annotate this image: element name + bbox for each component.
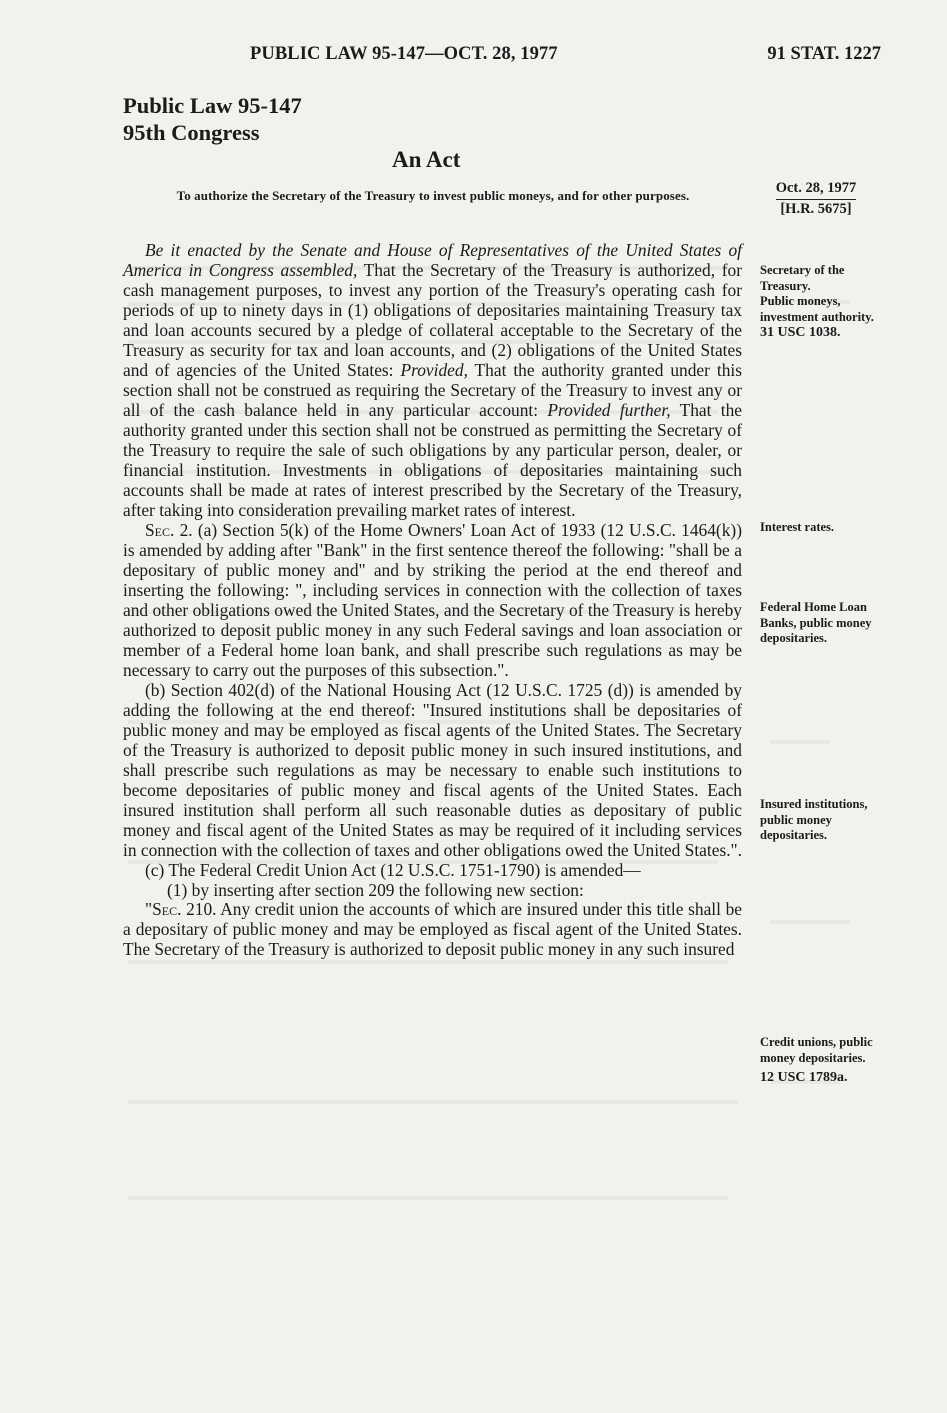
running-head-title: PUBLIC LAW 95-147—OCT. 28, 1977 bbox=[250, 44, 558, 64]
margin-note-home-loan-banks: Federal Home Loan Banks, public money depositaries. bbox=[760, 600, 872, 645]
section-2a bbox=[123, 520, 742, 680]
purpose-clause: To authorize the Secretary of the Treasury to invest public moneys, and for other purposes. bbox=[176, 188, 690, 203]
statute-page-number: 91 STAT. 1227 bbox=[767, 44, 881, 64]
body-text bbox=[123, 240, 742, 959]
proviso-italic: Provided further, bbox=[547, 399, 671, 420]
proviso-italic: Provided, bbox=[400, 359, 468, 380]
law-identification bbox=[123, 92, 302, 146]
congress-number: 95th Congress bbox=[123, 120, 260, 145]
running-head bbox=[0, 44, 947, 68]
public-law-number: Public Law 95-147 bbox=[123, 93, 302, 118]
margin-note-line: Credit unions, public money depositaries. bbox=[760, 1035, 873, 1065]
enactment-date: Oct. 28, 1977 bbox=[776, 180, 857, 200]
margin-note-interest-rates: Interest rates. bbox=[760, 520, 835, 534]
quote-mark: " bbox=[145, 899, 153, 920]
text-run: That the Secretary of the Treasury is authorized, for cash management purposes, to invest any portion of the Treasury's operating cash for periods of up to ninety days in (1) obligations of depositaries maintaining Treasury tax and loan accounts secured by a pledge of collateral acceptable to the Secretary of the Treasury as security for tax and loan accounts, and (2) obligations of the United States and of agencies of the United States: bbox=[123, 259, 743, 380]
section-label: Sec. 210. bbox=[152, 899, 217, 920]
enacting-paragraph bbox=[123, 240, 742, 520]
margin-note-citation: 31 USC 1038. bbox=[760, 325, 841, 340]
margin-note-credit-unions bbox=[760, 1035, 878, 1086]
margin-note-citation: 12 USC 1789a. bbox=[760, 1070, 848, 1085]
section-2b: (b) Section 402(d) of the National Housing Act (12 U.S.C. 1725 (d)) is amended by adding the following at the end thereof: "Insured institutions shall be depositaries of public money and may be employed as fiscal agents of the United States. The Secretary of the Treasury is authorized to deposit public money in such insured institutions, and shall prescribe such regulations as may be necessary to enable such institutions to become depositaries of public money and fiscal agents of the United States. Each insured institution shall perform all such reasonable duties as depositary of public money and fiscal agent of the United States as may be required of it including services in connection with the collection of taxes and other obligations owed the United States.". bbox=[123, 679, 743, 860]
section-2c-1: (1) by inserting after section 209 the following new section: bbox=[167, 879, 584, 900]
margin-note-insured-institutions: Insured institutions, public money depositaries. bbox=[760, 797, 868, 842]
margin-note-line: Public moneys, investment authority. bbox=[760, 294, 874, 324]
text-run: That the authority granted under this section shall not be construed as permitting the Secretary of the Treasury to require the sale of such obligations by any particular person, dealer, or financial institution. Investments in obligations of depositaries maintaining such accounts shall be made at rates of interest prescribed by the Secretary of the Treasury, after taking into consideration prevailing market rates of interest. bbox=[123, 399, 742, 520]
enactment-date-note bbox=[760, 180, 872, 218]
section-label: Sec. 2. bbox=[145, 519, 193, 540]
margin-note-treasury bbox=[760, 263, 878, 341]
text-run: (a) Section 5(k) of the Home Owners' Loan Act of 1933 (12 U.S.C. 1464(k)) is amended by adding after "Bank" in the first sentence thereof the following: "shall be a depositary of public money and" and by striking the period at the end thereof and inserting the following: ", including services in connection with the collection of taxes and other obligations owed the United States, and the Secretary of the Treasury is hereby authorized to deposit public money in any such Federal savings and loan association or member of a Federal home loan bank, and shall prescribe such regulations as may be necessary to carry out the purposes of this subsection.". bbox=[123, 519, 742, 680]
enacting-clause: Be it enacted by the Senate and House of Representatives of the United States of America in Congress assembled, bbox=[123, 240, 742, 280]
margin-note-line: Secretary of the Treasury. bbox=[760, 263, 845, 293]
section-2c: (c) The Federal Credit Union Act (12 U.S.C. 1751-1790) is amended— bbox=[145, 859, 641, 880]
text-run: Any credit union the accounts of which are insured under this title shall be a depositary of public money and may be employed as fiscal agent of the United States. The Secretary of the Treasury is authorized to deposit public money in any such insured bbox=[123, 899, 742, 960]
act-title: An Act bbox=[392, 147, 461, 172]
text-run: That the authority granted under this section shall not be construed as requiring the Secretary of the Treasury to invest any or all of the cash balance held in any particular account: bbox=[123, 359, 742, 420]
bill-number: [H.R. 5675] bbox=[780, 201, 852, 217]
section-210-text bbox=[123, 899, 742, 959]
